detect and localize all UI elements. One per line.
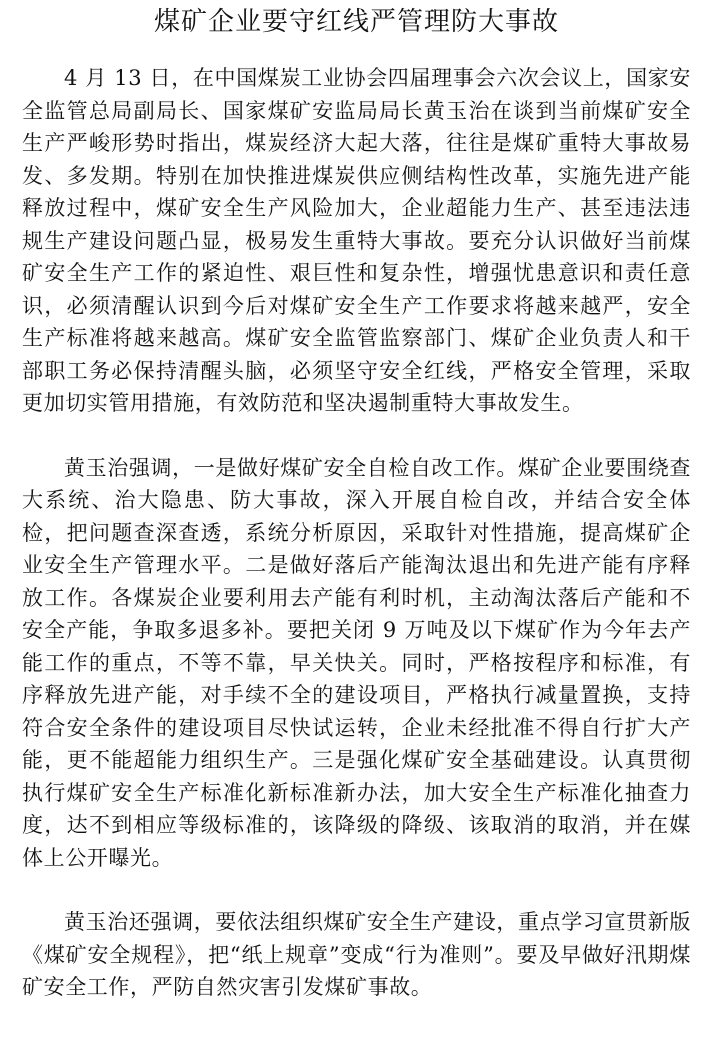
article-paragraph: 黄玉治还强调，要依法组织煤矿安全生产建设，重点学习宣贯新版《煤矿安全规程》，把“纸上规章”变成“行为准则”。要及早做好汛期煤矿安全工作，严防自然灾害引发煤矿事故。 (22, 910, 691, 999)
article-title: 煤矿企业要守红线严管理防大事故 (153, 7, 559, 37)
article-paragraph: 黄玉治强调，一是做好煤矿安全自检自改工作。煤矿企业要围绕查大系统、治大隐患、防大事故，深入开展自检自改，并结合安全体检，把问题查深查透，系统分析原因，采取针对性措施，提高煤矿企业安全生产管理水平。二是做好落后产能淘汰退出和先进产能有序释放工作。各煤炭企业要利用去产能有利时机，主动淘汰落后产能和不安全产能，争取多退多补。要把关闭 9 万吨及以下煤矿作为今年去产能工作的重点，不等不靠，早关快关。同时，严格按程序和标准，有序释放先进产能，对手续不全的建设项目，严格执行减量置换，支持符合安全条件的建设项目尽快试运转，企业未经批准不得自行扩大产能，更不能超能力组织生产。三是强化煤矿安全基础建设。认真贯彻执行煤矿安全生产标准化新标准新办法，加大安全生产标准化抽查力度，达不到相应等级标准的，该降级的降级、该取消的取消，并在媒体上公开曝光。 (22, 455, 691, 870)
article-paragraph: 4 月 13 日，在中国煤炭工业协会四届理事会六次会议上，国家安全监管总局副局长、国家煤矿安监局局长黄玉治在谈到当前煤矿安全生产严峻形势时指出，煤炭经济大起大落，往往是煤矿重特大事故易发、多发期。特别在加快推进煤炭供应侧结构性改革，实施先进产能释放过程中，煤矿安全生产风险加大，企业超能力生产、甚至违法违规生产建设问题凸显，极易发生重特大事故。要充分认识做好当前煤矿安全生产工作的紧迫性、艰巨性和复杂性，增强忧患意识和责任意识，必须清醒认识到今后对煤矿安全生产工作要求将越来越严，安全生产标准将越来越高。煤矿安全监管监察部门、煤矿企业负责人和干部职工务必保持清醒头脑，必须坚守安全红线，严格安全管理，采取更加切实管用措施，有效防范和坚决遏制重特大事故发生。 (22, 66, 691, 415)
